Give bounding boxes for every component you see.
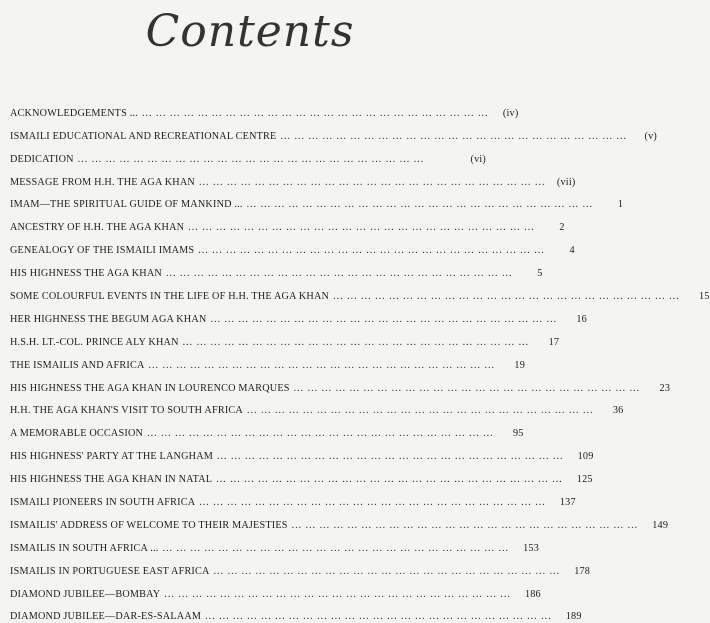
toc-entry <box>10 395 624 418</box>
toc-entry-page: 4 <box>545 244 575 257</box>
dot-leader: ... ... ... ... ... ... ... ... ... ... ... ... ... ... ... ... ... ... ... ... ... ... ... ... ... <box>165 268 513 280</box>
dot-leader: ... ... ... ... ... ... ... ... ... ... ... ... ... ... ... ... ... ... ... ... ... ... ... ... ... <box>164 588 511 600</box>
toc-entry-title: MESSAGE FROM H.H. THE AGA KHAN <box>10 176 199 189</box>
dot-leader: ... ... ... ... ... ... ... ... ... ... ... ... ... ... ... ... ... ... ... ... ... ... ... ... ... <box>293 382 641 394</box>
dot-leader: ... ... ... ... ... ... ... ... ... ... ... ... ... ... ... ... ... ... ... ... ... ... ... ... ... <box>199 497 546 509</box>
toc-entry-title: ISMAILI PIONEERS IN SOUTH AFRICA <box>10 496 199 509</box>
toc-entry <box>10 120 657 143</box>
toc-entry-page: 178 <box>560 565 590 578</box>
toc-entry-page: 95 <box>494 427 524 440</box>
toc-entry-page: 137 <box>546 496 576 509</box>
toc-entry-title: H.S.H. LT.-COL. PRINCE ALY KHAN <box>10 336 183 349</box>
dot-leader: ... ... ... ... ... ... ... ... ... ... ... ... ... ... ... ... ... ... ... ... ... ... ... ... ... <box>77 153 425 165</box>
page-title: Contents <box>145 6 355 57</box>
dot-leader: ... ... ... ... ... ... ... ... ... ... ... ... ... ... ... ... ... ... ... ... ... ... ... ... ... <box>213 565 561 577</box>
toc-entry-page: (iv) <box>488 107 518 120</box>
toc-entry-page: 17 <box>529 336 559 349</box>
toc-entry-page: 2 <box>535 221 565 234</box>
toc-entry <box>10 143 486 166</box>
dot-leader: ... ... ... ... ... ... ... ... ... ... ... ... ... ... ... ... ... ... ... ... ... ... ... ... ... <box>182 336 530 348</box>
toc-entry-title: SOME COLOURFUL EVENTS IN THE LIFE OF H.H. THE AGA KHAN <box>10 290 333 303</box>
toc-entry-page: 189 <box>552 610 582 623</box>
toc-entry-title: A MEMORABLE OCCASION <box>10 427 147 440</box>
dot-leader: ... ... ... ... ... ... ... ... ... ... ... ... ... ... ... ... ... ... ... ... ... ... ... ... ... <box>162 542 510 554</box>
toc-entry <box>10 97 519 120</box>
toc-entry-title: HIS HIGHNESS THE AGA KHAN IN LOURENCO MARQUES <box>10 382 294 395</box>
toc-entry <box>10 303 587 326</box>
toc-entry <box>10 166 576 189</box>
toc-entry-page: (v) <box>627 130 657 143</box>
dot-leader: ... ... ... ... ... ... ... ... ... ... ... ... ... ... ... ... ... ... ... ... ... ... ... ... ... <box>210 313 557 325</box>
dot-leader: ... ... ... ... ... ... ... ... ... ... ... ... ... ... ... ... ... ... ... ... ... ... ... ... ... <box>246 405 594 417</box>
toc-entry-page: 125 <box>563 473 593 486</box>
toc-entry <box>10 326 560 349</box>
toc-entry-title: GENEALOGY OF THE ISMAILI IMAMS <box>10 244 198 257</box>
toc-entry <box>10 234 575 257</box>
toc-entry-title: DEDICATION <box>10 153 78 166</box>
toc-entry <box>10 417 524 440</box>
toc-entry-title: ANCESTRY OF H.H. THE AGA KHAN <box>10 221 188 234</box>
toc-entry <box>10 257 543 280</box>
dot-leader: ... ... ... ... ... ... ... ... ... ... ... ... ... ... ... ... ... ... ... ... ... ... ... ... ... <box>147 428 494 440</box>
dot-leader: ... ... ... ... ... ... ... ... ... ... ... ... ... ... ... ... ... ... ... ... ... ... ... ... ... <box>148 359 495 371</box>
toc-entry-title: ACKNOWLEDGEMENTS ... <box>10 107 142 120</box>
toc-entry <box>10 532 540 555</box>
toc-entry-page: 1 <box>593 198 623 211</box>
toc-entry-page: 19 <box>495 359 525 372</box>
toc-entry-title: ISMAILIS IN PORTUGUESE EAST AFRICA <box>10 565 214 578</box>
dot-leader: ... ... ... ... ... ... ... ... ... ... ... ... ... ... ... ... ... ... ... ... ... ... ... ... ... <box>188 222 535 234</box>
dot-leader: ... ... ... ... ... ... ... ... ... ... ... ... ... ... ... ... ... ... ... ... ... ... ... ... ... <box>333 291 680 303</box>
dot-leader: ... ... ... ... ... ... ... ... ... ... ... ... ... ... ... ... ... ... ... ... ... ... ... ... ... <box>291 519 639 531</box>
toc-entry <box>10 372 671 395</box>
toc-entry-title: DIAMOND JUBILEE—BOMBAY <box>10 588 164 601</box>
toc-entry-page: (vi) <box>456 153 486 166</box>
toc-entry-title: DIAMOND JUBILEE—DAR-ES-SALAAM <box>10 610 205 623</box>
dot-leader: ... ... ... ... ... ... ... ... ... ... ... ... ... ... ... ... ... ... ... ... ... ... ... ... ... <box>198 176 546 188</box>
toc-entry-page: 186 <box>511 588 541 601</box>
toc-entry <box>10 349 525 372</box>
toc-entry <box>10 578 541 601</box>
toc-entry <box>10 486 576 509</box>
dot-leader: ... ... ... ... ... ... ... ... ... ... ... ... ... ... ... ... ... ... ... ... ... ... ... ... ... <box>217 451 564 463</box>
dot-leader: ... ... ... ... ... ... ... ... ... ... ... ... ... ... ... ... ... ... ... ... ... ... ... ... ... <box>141 107 489 119</box>
toc-entry-title: ISMAILIS' ADDRESS OF WELCOME TO THEIR MAJESTIES <box>10 519 292 532</box>
toc-entry-title: ISMAILIS IN SOUTH AFRICA ... <box>10 542 163 555</box>
toc-entry-title: H.H. THE AGA KHAN'S VISIT TO SOUTH AFRICA <box>10 404 247 417</box>
toc-entry-page: 5 <box>512 267 542 280</box>
toc-entry <box>10 280 710 303</box>
dot-leader: ... ... ... ... ... ... ... ... ... ... ... ... ... ... ... ... ... ... ... ... ... ... ... ... ... <box>198 245 545 257</box>
toc-entry <box>10 601 582 623</box>
toc-entry-title: HER HIGHNESS THE BEGUM AGA KHAN <box>10 313 210 326</box>
toc-entry-page: 36 <box>593 404 623 417</box>
dot-leader: ... ... ... ... ... ... ... ... ... ... ... ... ... ... ... ... ... ... ... ... ... ... ... ... ... <box>280 130 627 142</box>
toc-entry-page: 23 <box>640 382 670 395</box>
toc-entry <box>10 189 624 212</box>
toc-entry-title: HIS HIGHNESS' PARTY AT THE LANGHAM <box>10 450 217 463</box>
dot-leader: ... ... ... ... ... ... ... ... ... ... ... ... ... ... ... ... ... ... ... ... ... ... ... ... ... <box>216 474 563 486</box>
toc-entry <box>10 463 593 486</box>
toc-entry-title: HIS HIGHNESS THE AGA KHAN IN NATAL <box>10 473 216 486</box>
toc-entry-page: 149 <box>638 519 668 532</box>
toc-entry-page: 109 <box>564 450 594 463</box>
toc-entry-title: THE ISMAILIS AND AFRICA <box>10 359 149 372</box>
dot-leader: ... ... ... ... ... ... ... ... ... ... ... ... ... ... ... ... ... ... ... ... ... ... ... ... ... <box>246 199 594 211</box>
toc-entry-title: HIS HIGHNESS THE AGA KHAN <box>10 267 166 280</box>
table-of-contents <box>10 97 710 623</box>
toc-entry-page: (vii) <box>545 176 575 189</box>
toc-entry <box>10 440 594 463</box>
toc-entry-page: 153 <box>509 542 539 555</box>
toc-entry-page: 16 <box>557 313 587 326</box>
toc-entry <box>10 211 565 234</box>
toc-entry-title: ISMAILI EDUCATIONAL AND RECREATIONAL CENTRE <box>10 130 280 143</box>
toc-entry <box>10 509 669 532</box>
toc-entry-title: IMAM—THE SPIRITUAL GUIDE OF MANKIND ... <box>10 198 247 211</box>
toc-entry-page: 15 <box>680 290 710 303</box>
dot-leader: ... ... ... ... ... ... ... ... ... ... ... ... ... ... ... ... ... ... ... ... ... ... ... ... ... <box>205 611 552 623</box>
toc-entry <box>10 555 591 578</box>
